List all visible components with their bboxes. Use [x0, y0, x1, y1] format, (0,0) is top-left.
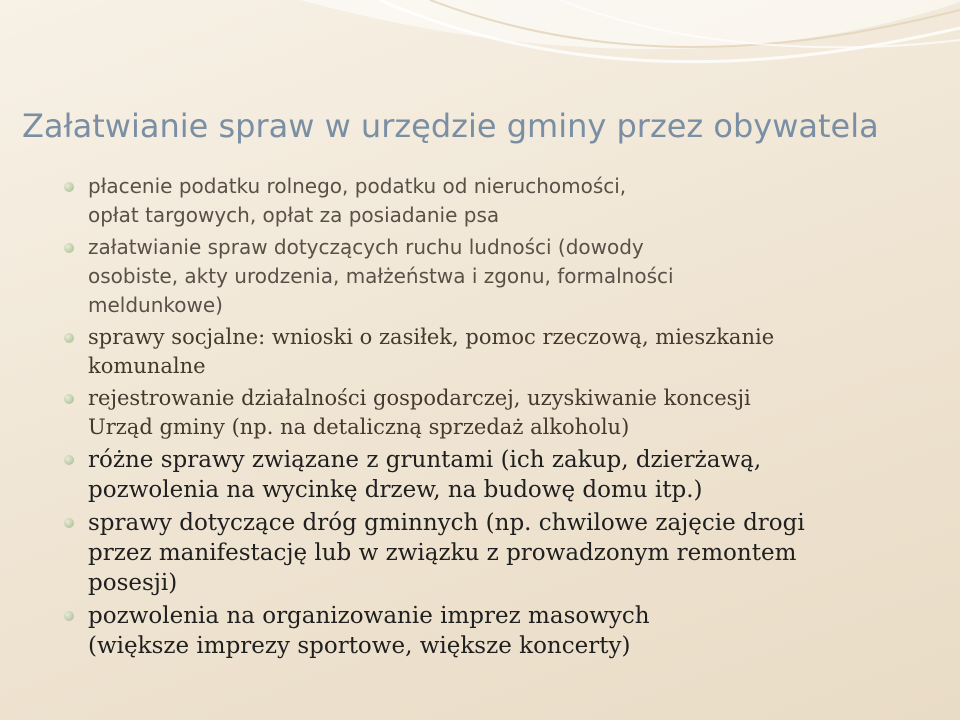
- bullet-line: załatwianie spraw dotyczących ruchu ludności (dowody: [88, 235, 644, 259]
- bullet-line: Urząd gminy (np. na detaliczną sprzedaż alkoholu): [88, 415, 630, 439]
- bullet-icon: [64, 611, 74, 621]
- bullet-line: (większe imprezy sportowe, większe koncerty): [88, 633, 631, 659]
- bullet-icon: [64, 243, 74, 253]
- slide-title: Załatwianie spraw w urzędzie gminy przez obywatela: [22, 107, 879, 145]
- bullet-icon: [64, 455, 74, 465]
- bullet-icon: [64, 394, 74, 404]
- bullet-line: przez manifestację lub w związku z prowadzonym remontem: [88, 540, 797, 566]
- decorative-swoosh: [0, 0, 960, 120]
- bullet-line: osobiste, akty urodzenia, małżeństwa i zgonu, formalności: [88, 264, 674, 288]
- bullet-line: posesji): [88, 570, 178, 596]
- list-item: [64, 233, 944, 320]
- list-item: [64, 445, 944, 505]
- bullet-line: pozwolenia na organizowanie imprez masowych: [88, 603, 650, 629]
- bullet-line: komunalne: [88, 354, 206, 378]
- bullet-line: pozwolenia na wycinkę drzew, na budowę domu itp.): [88, 477, 703, 503]
- list-item: [64, 172, 944, 230]
- bullet-line: opłat targowych, opłat za posiadanie psa: [88, 203, 500, 227]
- bullet-line: sprawy socjalne: wnioski o zasiłek, pomoc rzeczową, mieszkanie: [88, 325, 775, 349]
- bullet-line: płacenie podatku rolnego, podatku od nieruchomości,: [88, 174, 627, 198]
- list-item: [64, 323, 944, 381]
- list-item: [64, 508, 944, 598]
- bullet-list: [64, 172, 944, 664]
- bullet-icon: [64, 333, 74, 343]
- bullet-line: meldunkowe): [88, 293, 223, 317]
- list-item: [64, 601, 944, 661]
- bullet-line: sprawy dotyczące dróg gminnych (np. chwilowe zajęcie drogi: [88, 510, 805, 536]
- bullet-icon: [64, 518, 74, 528]
- bullet-line: różne sprawy związane z gruntami (ich zakup, dzierżawą,: [88, 447, 762, 473]
- bullet-icon: [64, 182, 74, 192]
- bullet-line: rejestrowanie działalności gospodarczej, uzyskiwanie koncesji: [88, 386, 751, 410]
- list-item: [64, 384, 944, 442]
